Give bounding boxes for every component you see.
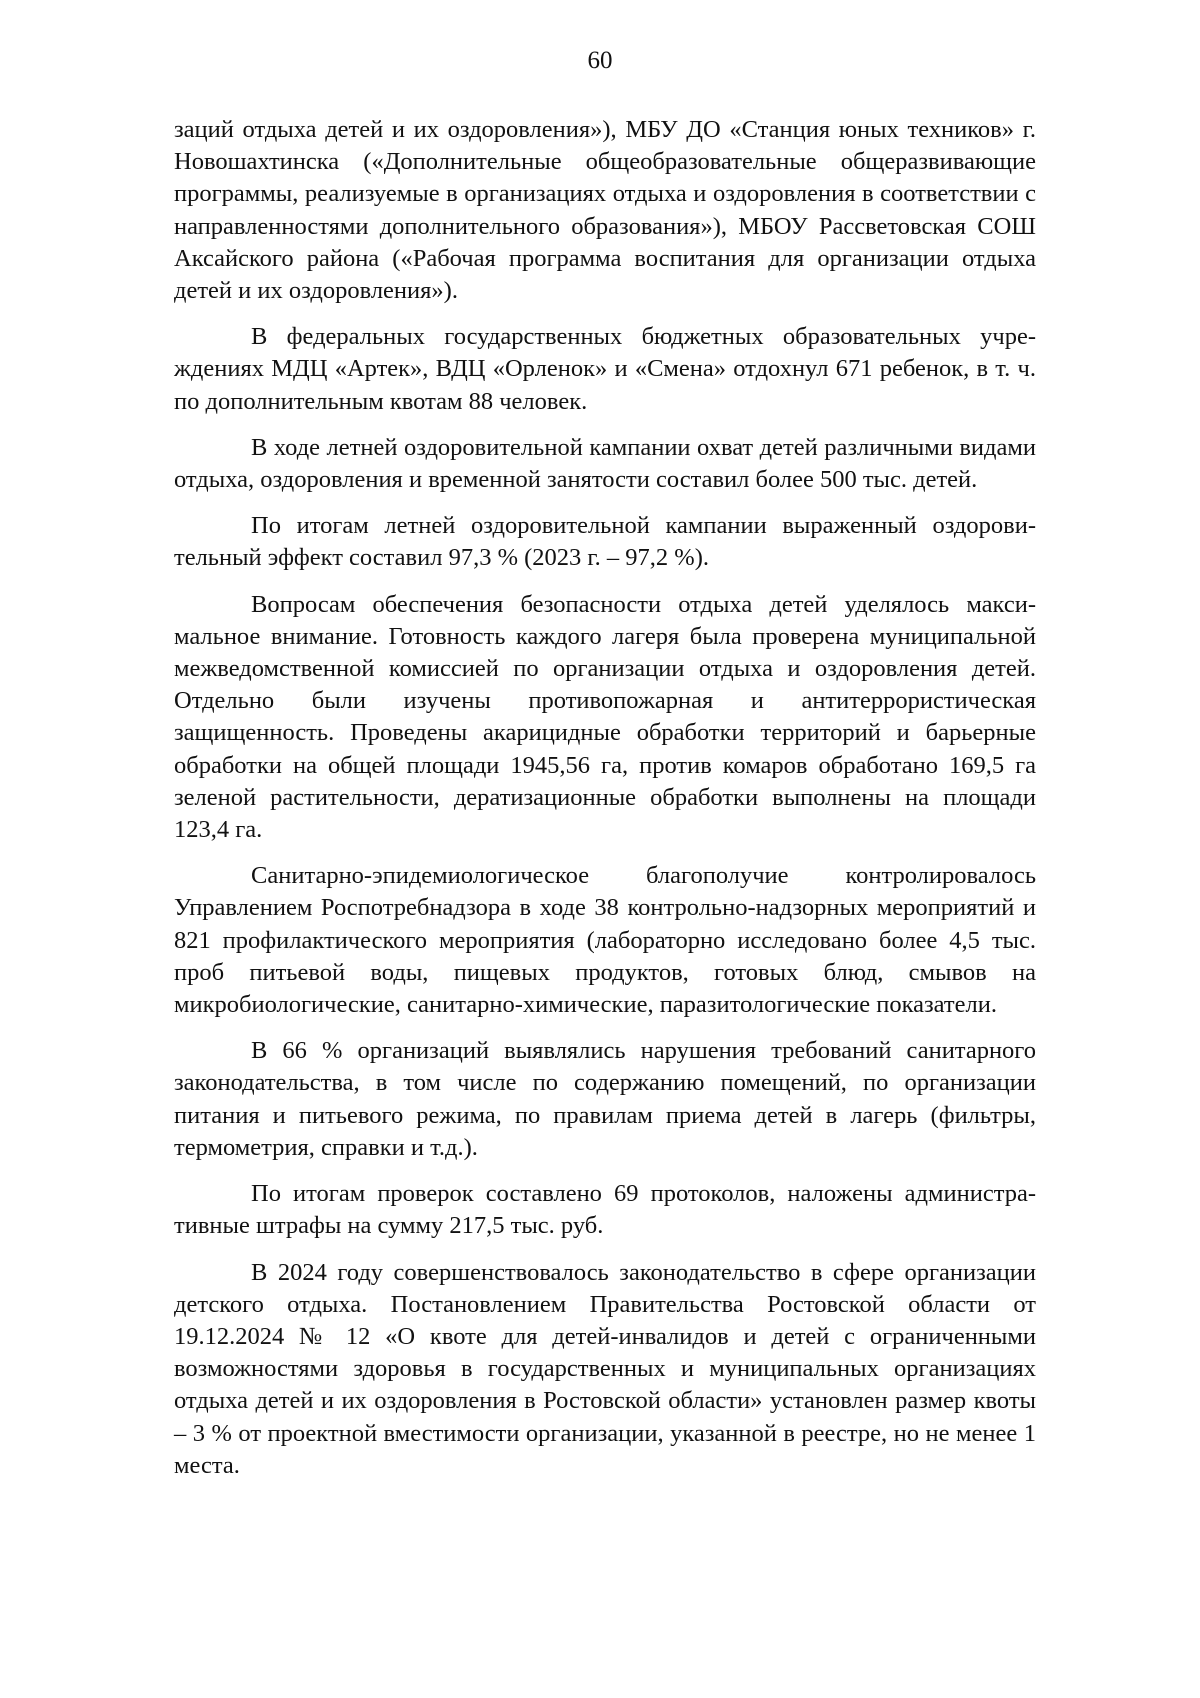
paragraph-continuation: заций отдыха детей и их оздоровления»), МБУ ДО «Станция юных техников» г. Новошахтинска («Дополнительные общеобразовательные общеразвивающие программы, реализуемые в организациях отдыха и оздоровления в соответствии с направленностями дополнительного образования»), МБОУ Рассветовская СОШ Аксайского района («Рабочая программа воспитания для организации отдыха детей и их оздоровления»). <box>174 116 1036 305</box>
paragraph-violations: В 66 % организаций выявлялись нарушения требований санитарного законодательства, в том числе по содержанию помещений, по организации питания и питьевого режима, по правилам приема детей в лагерь (фильтры, термометрия, справки и т.д.). <box>174 1037 1036 1161</box>
paragraph-safety: Вопросам обеспечения безопасности отдыха детей уделялось максимальное внимание. Готовность каждого лагеря была проверена муниципальной межведомственной комиссией по организации отдыха и оздоровления детей. Отдельно были изучены противопожарная и антитеррористическая защищенность. Проведены акарицидные обработки территорий и барьерные обработки на общей площади 1945,56 га, против комаров обработано 169,5 га зеленой растительности, дератизационные обработки выполнены на площади 123,4 га. <box>174 590 1036 844</box>
paragraph-sanitary-control: Санитарно-эпидемиологическое благополучие контролировалось Управлением Роспотребнадзора в ходе 38 контрольно-надзорных мероприятий и 821 профилактического мероприятия (лабораторно исследовано более 4,5 тыс. проб питьевой воды, пищевых продуктов, готовых блюд, смывов на микробиологические, санитарно-химические, паразитологические показатели. <box>174 862 1036 1019</box>
paragraph-legislation: В 2024 году совершенствовалось законодательство в сфере организации детского отдыха. Постановлением Правительства Ростовской области от 19.12.2024 № 12 «О квоте для детей-инвалидов и детей с ограниченными возможностями здоровья в государственных и муниципальных организациях отдыха детей и их оздоровления в Ростовской области» установлен размер квоты – 3 % от проектной вместимости организации, указанной в реестре, но не менее 1 места. <box>174 1258 1036 1479</box>
paragraph-federal-camps: В федеральных государственных бюджетных образовательных учреждениях МДЦ «Артек», ВДЦ «Орленок» и «Смена» отдохнул 671 ребенок, в т. ч. по дополнительным квотам 88 человек. <box>174 323 1036 415</box>
document-body <box>174 114 1036 1496</box>
page-number: 60 <box>587 47 613 74</box>
paragraph-coverage: В ходе летней оздоровительной кампании охват детей различными видами отдыха, оздоровления и временной занятости составил более 500 тыс. детей. <box>174 433 1036 494</box>
paragraph-protocols: По итогам проверок составлено 69 протоколов, наложены административные штрафы на сумму 217,5 тыс. руб. <box>174 1180 1036 1240</box>
paragraph-health-effect: По итогам летней оздоровительной кампании выраженный оздоровительный эффект составил 97,3 % (2023 г. – 97,2 %). <box>174 512 1036 572</box>
